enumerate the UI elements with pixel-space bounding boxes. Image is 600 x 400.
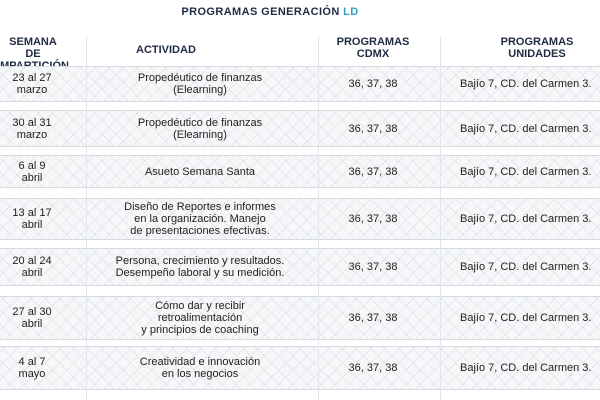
week-cell xyxy=(0,156,64,187)
activity-cell xyxy=(100,67,300,101)
week-cell-line: abril xyxy=(21,267,43,279)
column-divider xyxy=(318,36,319,400)
units-cell xyxy=(450,111,600,146)
week-cell-line: 23 al 27 xyxy=(12,72,52,84)
table-row xyxy=(0,248,600,286)
week-cell-line: 30 al 31 xyxy=(12,116,52,129)
cdmx-cell-line: 36, 37, 38 xyxy=(348,261,398,273)
cdmx-cell-line: 36, 37, 38 xyxy=(348,213,398,225)
week-cell-line: 6 al 9 xyxy=(18,159,46,172)
week-cell-line: 13 al 17 xyxy=(12,207,52,219)
title-accent: LD xyxy=(343,6,359,18)
activity-cell-line: y principios de coaching xyxy=(141,324,259,336)
activity-cell xyxy=(100,297,300,339)
header-activity: ACTIVIDAD xyxy=(136,44,196,56)
activity-cell-line: en los negocios xyxy=(161,368,239,380)
week-cell-line: abril xyxy=(21,219,43,231)
header-week-line1: SEMANA xyxy=(9,36,57,48)
activity-cell-line: (Elearning) xyxy=(173,128,227,141)
activity-cell xyxy=(100,111,300,146)
cdmx-cell xyxy=(328,156,418,187)
week-cell-line: 20 al 24 xyxy=(12,255,52,267)
week-cell-line: abril xyxy=(21,171,43,184)
activity-cell-line: en la organización. Manejo xyxy=(134,213,266,225)
header-cdmx xyxy=(328,36,418,66)
header-week xyxy=(0,36,78,66)
week-cell-line: mayo xyxy=(18,368,46,380)
week-cell xyxy=(0,297,64,339)
cdmx-cell xyxy=(328,111,418,146)
week-cell xyxy=(0,199,64,239)
table-row xyxy=(0,296,600,340)
units-cell xyxy=(450,297,600,339)
cdmx-cell-line: 36, 37, 38 xyxy=(348,78,398,90)
units-cell xyxy=(450,156,600,187)
title-main: PROGRAMAS GENERACIÓN xyxy=(181,6,340,18)
week-cell-line: marzo xyxy=(16,128,48,141)
units-cell xyxy=(450,347,600,389)
week-cell xyxy=(0,111,64,146)
cdmx-cell xyxy=(328,67,418,101)
units-cell xyxy=(450,249,600,285)
cdmx-cell xyxy=(328,297,418,339)
header-units xyxy=(482,36,592,66)
units-cell xyxy=(450,199,600,239)
activity-cell-line: Diseño de Reportes e informes xyxy=(124,201,276,213)
activity-cell xyxy=(100,199,300,239)
activity-cell-line: retroalimentación xyxy=(157,312,243,324)
units-cell-line: Bajío 7, CD. del Carmen 3. xyxy=(460,165,592,178)
activity-cell-line: de presentaciones efectivas. xyxy=(130,225,270,237)
column-divider xyxy=(440,36,441,400)
page-title xyxy=(0,6,540,18)
table-row xyxy=(0,346,600,390)
cdmx-cell xyxy=(328,199,418,239)
cdmx-cell-line: 36, 37, 38 xyxy=(348,362,398,374)
activity-cell-line: Desempeño laboral y su medición. xyxy=(115,267,285,279)
table-row xyxy=(0,198,600,240)
activity-cell-line: Propedéutico de finanzas xyxy=(137,116,263,129)
week-cell xyxy=(0,347,64,389)
header-week-line2: DE xyxy=(25,48,41,60)
week-cell xyxy=(0,67,64,101)
activity-cell xyxy=(100,347,300,389)
units-cell xyxy=(450,67,600,101)
cdmx-cell-line: 36, 37, 38 xyxy=(348,312,398,324)
week-cell-line: marzo xyxy=(16,84,48,96)
activity-cell-line: (Elearning) xyxy=(173,84,227,96)
units-cell-line: Bajío 7, CD. del Carmen 3. xyxy=(460,362,592,374)
week-cell-line: 27 al 30 xyxy=(12,306,52,318)
units-cell-line: Bajío 7, CD. del Carmen 3. xyxy=(460,213,592,225)
cdmx-cell xyxy=(328,249,418,285)
week-cell-line: 4 al 7 xyxy=(18,356,46,368)
activity-cell xyxy=(100,156,300,187)
cdmx-cell xyxy=(328,347,418,389)
cdmx-cell-line: 36, 37, 38 xyxy=(348,165,398,178)
activity-cell xyxy=(100,249,300,285)
cdmx-cell-line: 36, 37, 38 xyxy=(348,122,398,135)
activity-cell-line: Asueto Semana Santa xyxy=(144,165,256,178)
activity-cell-line: Cómo dar y recibir xyxy=(155,300,245,312)
column-divider xyxy=(86,36,87,400)
activity-cell-line: Propedéutico de finanzas xyxy=(137,72,263,84)
week-cell xyxy=(0,249,64,285)
week-cell-line: abril xyxy=(21,318,43,330)
header-units-line1: PROGRAMAS xyxy=(500,36,574,48)
header-units-line2: UNIDADES xyxy=(508,48,566,60)
units-cell-line: Bajío 7, CD. del Carmen 3. xyxy=(460,261,592,273)
table-row xyxy=(0,66,600,102)
activity-cell-line: Creatividad e innovación xyxy=(139,356,261,368)
activity-cell-line: Persona, crecimiento y resultados. xyxy=(115,255,285,267)
units-cell-line: Bajío 7, CD. del Carmen 3. xyxy=(460,78,592,90)
table-row xyxy=(0,110,600,147)
header-cdmx-line1: PROGRAMAS xyxy=(336,36,410,48)
header-cdmx-line2: CDMX xyxy=(356,48,390,60)
units-cell-line: Bajío 7, CD. del Carmen 3. xyxy=(460,122,592,135)
units-cell-line: Bajío 7, CD. del Carmen 3. xyxy=(460,312,592,324)
table-row xyxy=(0,155,600,188)
